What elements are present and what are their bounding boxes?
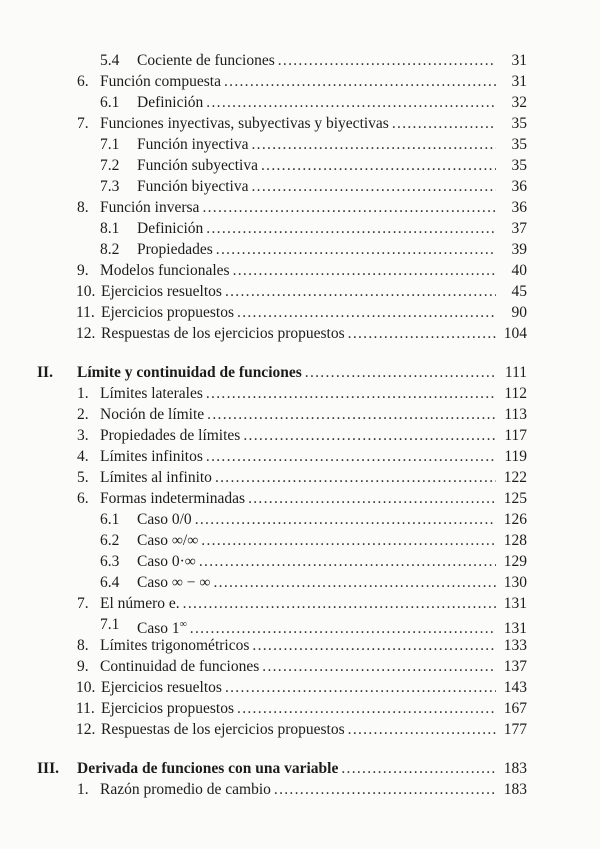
toc-entry-page: 35 xyxy=(511,115,527,132)
toc-entry xyxy=(0,383,600,404)
toc-entry-title: Ejercicios resueltos xyxy=(101,283,222,300)
toc-entry-line xyxy=(100,446,527,467)
toc-entry-number: 6.1 xyxy=(100,94,120,111)
toc-entry-number: 8.2 xyxy=(100,241,120,258)
toc-entry-line xyxy=(137,92,527,113)
toc-entry-page: 40 xyxy=(511,262,527,279)
toc-entry-page: 122 xyxy=(503,469,527,486)
dot-leader xyxy=(206,383,496,404)
toc-entry-page: 45 xyxy=(511,283,527,300)
toc-entry xyxy=(0,239,600,260)
toc-entry xyxy=(0,446,600,467)
toc-entry-title: Límite y continuidad de funciones xyxy=(77,364,302,381)
toc-entry-title: Caso ∞/∞ xyxy=(137,532,199,549)
toc-entry-line xyxy=(100,71,527,92)
toc-entry-title: Formas indeterminadas xyxy=(100,490,246,507)
toc-entry xyxy=(0,404,600,425)
toc-entry-number: 7.2 xyxy=(100,157,120,174)
toc-entry xyxy=(0,425,600,446)
toc-entry-title: Propiedades de límites xyxy=(100,427,241,444)
toc-entry-page: 131 xyxy=(503,620,527,638)
toc-entry-number: 6.3 xyxy=(100,553,120,570)
toc-entry-title: Caso 1∞ xyxy=(137,619,187,638)
toc-entry-line xyxy=(137,50,527,71)
toc-entry-page: 36 xyxy=(511,199,527,216)
dot-leader xyxy=(206,218,496,239)
toc-entry-title: Ejercicios propuestos xyxy=(101,700,235,717)
toc-entry xyxy=(0,635,600,656)
dot-leader xyxy=(206,446,496,467)
dot-leader xyxy=(278,50,496,71)
toc-entry xyxy=(0,488,600,509)
toc-entry xyxy=(0,572,600,593)
dot-leader xyxy=(224,71,496,92)
toc-entry xyxy=(0,92,600,113)
toc-entry-line xyxy=(101,719,527,740)
toc-entry xyxy=(0,197,600,218)
dot-leader xyxy=(392,113,496,134)
dot-leader xyxy=(206,92,496,113)
toc-entry-title: Derivada de funciones con una variable xyxy=(77,760,339,777)
toc-entry-title: Funciones inyectivas, subyectivas y biyectivas xyxy=(100,115,389,132)
toc-entry-title: Caso 0/0 xyxy=(137,511,192,528)
toc-entry-line xyxy=(137,218,527,239)
toc-entry-page: 183 xyxy=(503,760,527,777)
toc-entry-page: 130 xyxy=(503,574,527,591)
toc-entry xyxy=(0,614,600,638)
toc-entry-title: Función inversa xyxy=(100,199,200,216)
dot-leader xyxy=(213,572,496,593)
toc-entry-page: 104 xyxy=(503,325,527,342)
toc-entry xyxy=(0,134,600,155)
toc-entry xyxy=(0,509,600,530)
toc-entry-page: 112 xyxy=(504,385,527,402)
toc-entry-page: 90 xyxy=(511,304,527,321)
dot-leader xyxy=(195,509,496,530)
toc-entry-page: 128 xyxy=(503,532,527,549)
toc-entry-number: 7.1 xyxy=(100,616,120,633)
toc-entry xyxy=(0,281,600,302)
dot-leader xyxy=(202,197,496,218)
toc-entry-number: 6.4 xyxy=(100,574,120,591)
toc-entry-line xyxy=(101,281,527,302)
toc-entry xyxy=(0,551,600,572)
toc-entry xyxy=(0,698,600,719)
toc-entry xyxy=(0,113,600,134)
toc-entry-line xyxy=(100,779,527,800)
toc-entry-line xyxy=(101,677,527,698)
toc-entry-number: 7.3 xyxy=(100,178,120,195)
toc-entry-line xyxy=(100,197,527,218)
toc-entry-page: 35 xyxy=(511,136,527,153)
toc-entry xyxy=(0,260,600,281)
toc-entry-number: 11. xyxy=(76,700,95,717)
toc-entry xyxy=(0,677,600,698)
toc-entry xyxy=(0,50,600,71)
toc-entry-title: Respuestas de los ejercicios propuestos xyxy=(101,325,345,342)
toc-entry-number: 6. xyxy=(77,73,89,90)
toc-entry-page: 119 xyxy=(504,448,527,465)
toc-entry xyxy=(0,656,600,677)
dot-leader xyxy=(215,467,496,488)
toc-entry-title: Función compuesta xyxy=(100,73,221,90)
toc-entry-title: Modelos funcionales xyxy=(100,262,230,279)
toc-entry-line xyxy=(137,176,527,197)
toc-entry-line xyxy=(101,302,527,323)
toc-entry-title: El número e. xyxy=(100,595,180,612)
toc-entry-page: 167 xyxy=(503,700,527,717)
toc-entry-number: 12. xyxy=(76,325,96,342)
toc-entry xyxy=(0,779,600,800)
toc-entry-number: 7. xyxy=(77,595,89,612)
toc-entry-title: Ejercicios propuestos xyxy=(101,304,235,321)
toc-entry-page: 143 xyxy=(503,679,527,696)
toc-entry xyxy=(0,323,600,344)
toc-entry-page: 177 xyxy=(503,721,527,738)
table-of-contents xyxy=(0,50,600,800)
toc-entry-number: 5. xyxy=(77,469,89,486)
toc-entry-title: Ejercicios resueltos xyxy=(101,679,222,696)
toc-entry-page: 113 xyxy=(504,406,527,423)
toc-entry-line xyxy=(100,113,527,134)
toc-entry-number: 12. xyxy=(76,721,96,738)
toc-entry-line xyxy=(137,551,527,572)
toc-entry-title: Caso 0·∞ xyxy=(137,553,196,570)
toc-entry-line xyxy=(137,572,527,593)
toc-entry-line xyxy=(137,134,527,155)
toc-entry-line xyxy=(137,155,527,176)
toc-entry-number: 6. xyxy=(77,490,89,507)
toc-entry-title: Definición xyxy=(137,94,204,111)
toc-entry-line xyxy=(77,362,527,383)
toc-entry-title: Continuidad de funciones xyxy=(100,658,260,675)
toc-entry-number: II. xyxy=(37,364,53,381)
toc-entry-line xyxy=(77,758,527,779)
toc-chapter-entry xyxy=(0,758,600,779)
toc-entry-title: Cociente de funciones xyxy=(137,52,275,69)
dot-leader xyxy=(262,656,496,677)
toc-entry-number: 8. xyxy=(77,637,89,654)
dot-leader xyxy=(199,551,496,572)
dot-leader xyxy=(216,239,496,260)
toc-entry xyxy=(0,593,600,614)
dot-leader xyxy=(237,302,496,323)
toc-entry-line xyxy=(100,635,527,656)
toc-entry-page: 133 xyxy=(503,637,527,654)
toc-entry xyxy=(0,176,600,197)
toc-entry-line xyxy=(137,530,527,551)
toc-entry-page: 129 xyxy=(503,553,527,570)
toc-entry-title: Función biyectiva xyxy=(137,178,249,195)
toc-entry-page: 35 xyxy=(511,157,527,174)
toc-entry-page: 111 xyxy=(504,364,527,381)
toc-entry-page: 36 xyxy=(511,178,527,195)
toc-entry-title: Función inyectiva xyxy=(137,136,249,153)
dot-leader xyxy=(237,698,496,719)
toc-entry-number: 7.1 xyxy=(100,136,120,153)
toc-entry-page: 32 xyxy=(511,94,527,111)
toc-entry-title: Razón promedio de cambio xyxy=(100,781,271,798)
toc-entry-number: 5.4 xyxy=(100,52,120,69)
toc-entry-line xyxy=(100,593,527,614)
dot-leader xyxy=(252,635,496,656)
toc-chapter-entry xyxy=(0,362,600,383)
dot-leader xyxy=(261,155,496,176)
toc-entry-number: 6.1 xyxy=(100,511,120,528)
toc-entry-line xyxy=(100,383,527,404)
toc-entry-line xyxy=(101,323,527,344)
toc-entry-number: 8. xyxy=(77,199,89,216)
toc-entry-number: III. xyxy=(37,760,59,777)
toc-entry-line xyxy=(100,425,527,446)
toc-entry-page: 31 xyxy=(511,52,527,69)
dot-leader xyxy=(201,530,496,551)
toc-entry xyxy=(0,218,600,239)
toc-entry xyxy=(0,155,600,176)
toc-entry-title: Límites laterales xyxy=(100,385,203,402)
toc-entry-number: 9. xyxy=(77,262,89,279)
dot-leader xyxy=(233,260,496,281)
toc-entry-title: Definición xyxy=(137,220,204,237)
dot-leader xyxy=(243,425,496,446)
toc-entry-page: 126 xyxy=(503,511,527,528)
dot-leader xyxy=(274,779,496,800)
toc-entry-line xyxy=(100,656,527,677)
toc-entry-number: 10. xyxy=(76,679,96,696)
toc-entry-line xyxy=(100,404,527,425)
toc-entry-title: Límites al infinito xyxy=(100,469,212,486)
toc-entry-page: 131 xyxy=(503,595,527,612)
toc-entry-page: 37 xyxy=(511,220,527,237)
toc-entry-number: 6.2 xyxy=(100,532,120,549)
toc-entry-title: Respuestas de los ejercicios propuestos xyxy=(101,721,345,738)
toc-entry-title: Límites trigonométricos xyxy=(100,637,250,654)
toc-entry-number: 2. xyxy=(77,406,89,423)
dot-leader xyxy=(348,323,496,344)
toc-entry-number: 1. xyxy=(77,781,89,798)
toc-entry-number: 4. xyxy=(77,448,89,465)
toc-entry xyxy=(0,530,600,551)
toc-entry-title: Propiedades xyxy=(137,241,213,258)
dot-leader xyxy=(252,176,497,197)
toc-entry-number: 1. xyxy=(77,385,89,402)
toc-entry-number: 9. xyxy=(77,658,89,675)
toc-entry-page: 137 xyxy=(503,658,527,675)
toc-entry-page: 125 xyxy=(503,490,527,507)
toc-entry-number: 3. xyxy=(77,427,89,444)
dot-leader xyxy=(305,362,496,383)
toc-entry-title: Noción de límite xyxy=(100,406,205,423)
dot-leader xyxy=(207,404,496,425)
toc-entry-title: Caso ∞ − ∞ xyxy=(137,574,211,591)
toc-entry-title: Límites infinitos xyxy=(100,448,203,465)
toc-entry-number: 7. xyxy=(77,115,89,132)
toc-entry-page: 183 xyxy=(503,781,527,798)
toc-entry-line xyxy=(100,260,527,281)
dot-leader xyxy=(225,677,496,698)
toc-entry-line xyxy=(100,488,527,509)
toc-entry-line xyxy=(100,467,527,488)
toc-entry-page: 39 xyxy=(511,241,527,258)
toc-entry-title: Función subyectiva xyxy=(137,157,258,174)
dot-leader xyxy=(183,593,496,614)
toc-entry xyxy=(0,719,600,740)
toc-entry-number: 10. xyxy=(76,283,96,300)
toc-entry-page: 117 xyxy=(504,427,527,444)
dot-leader xyxy=(348,719,496,740)
toc-entry xyxy=(0,71,600,92)
toc-entry-line xyxy=(137,239,527,260)
dot-leader xyxy=(341,758,496,779)
toc-entry-number: 8.1 xyxy=(100,220,120,237)
toc-entry xyxy=(0,467,600,488)
toc-entry-page: 31 xyxy=(511,73,527,90)
dot-leader xyxy=(248,488,496,509)
toc-entry-number: 11. xyxy=(76,304,95,321)
toc-entry xyxy=(0,302,600,323)
dot-leader xyxy=(252,134,497,155)
toc-entry-line xyxy=(137,509,527,530)
dot-leader xyxy=(225,281,496,302)
toc-entry-line xyxy=(101,698,527,719)
